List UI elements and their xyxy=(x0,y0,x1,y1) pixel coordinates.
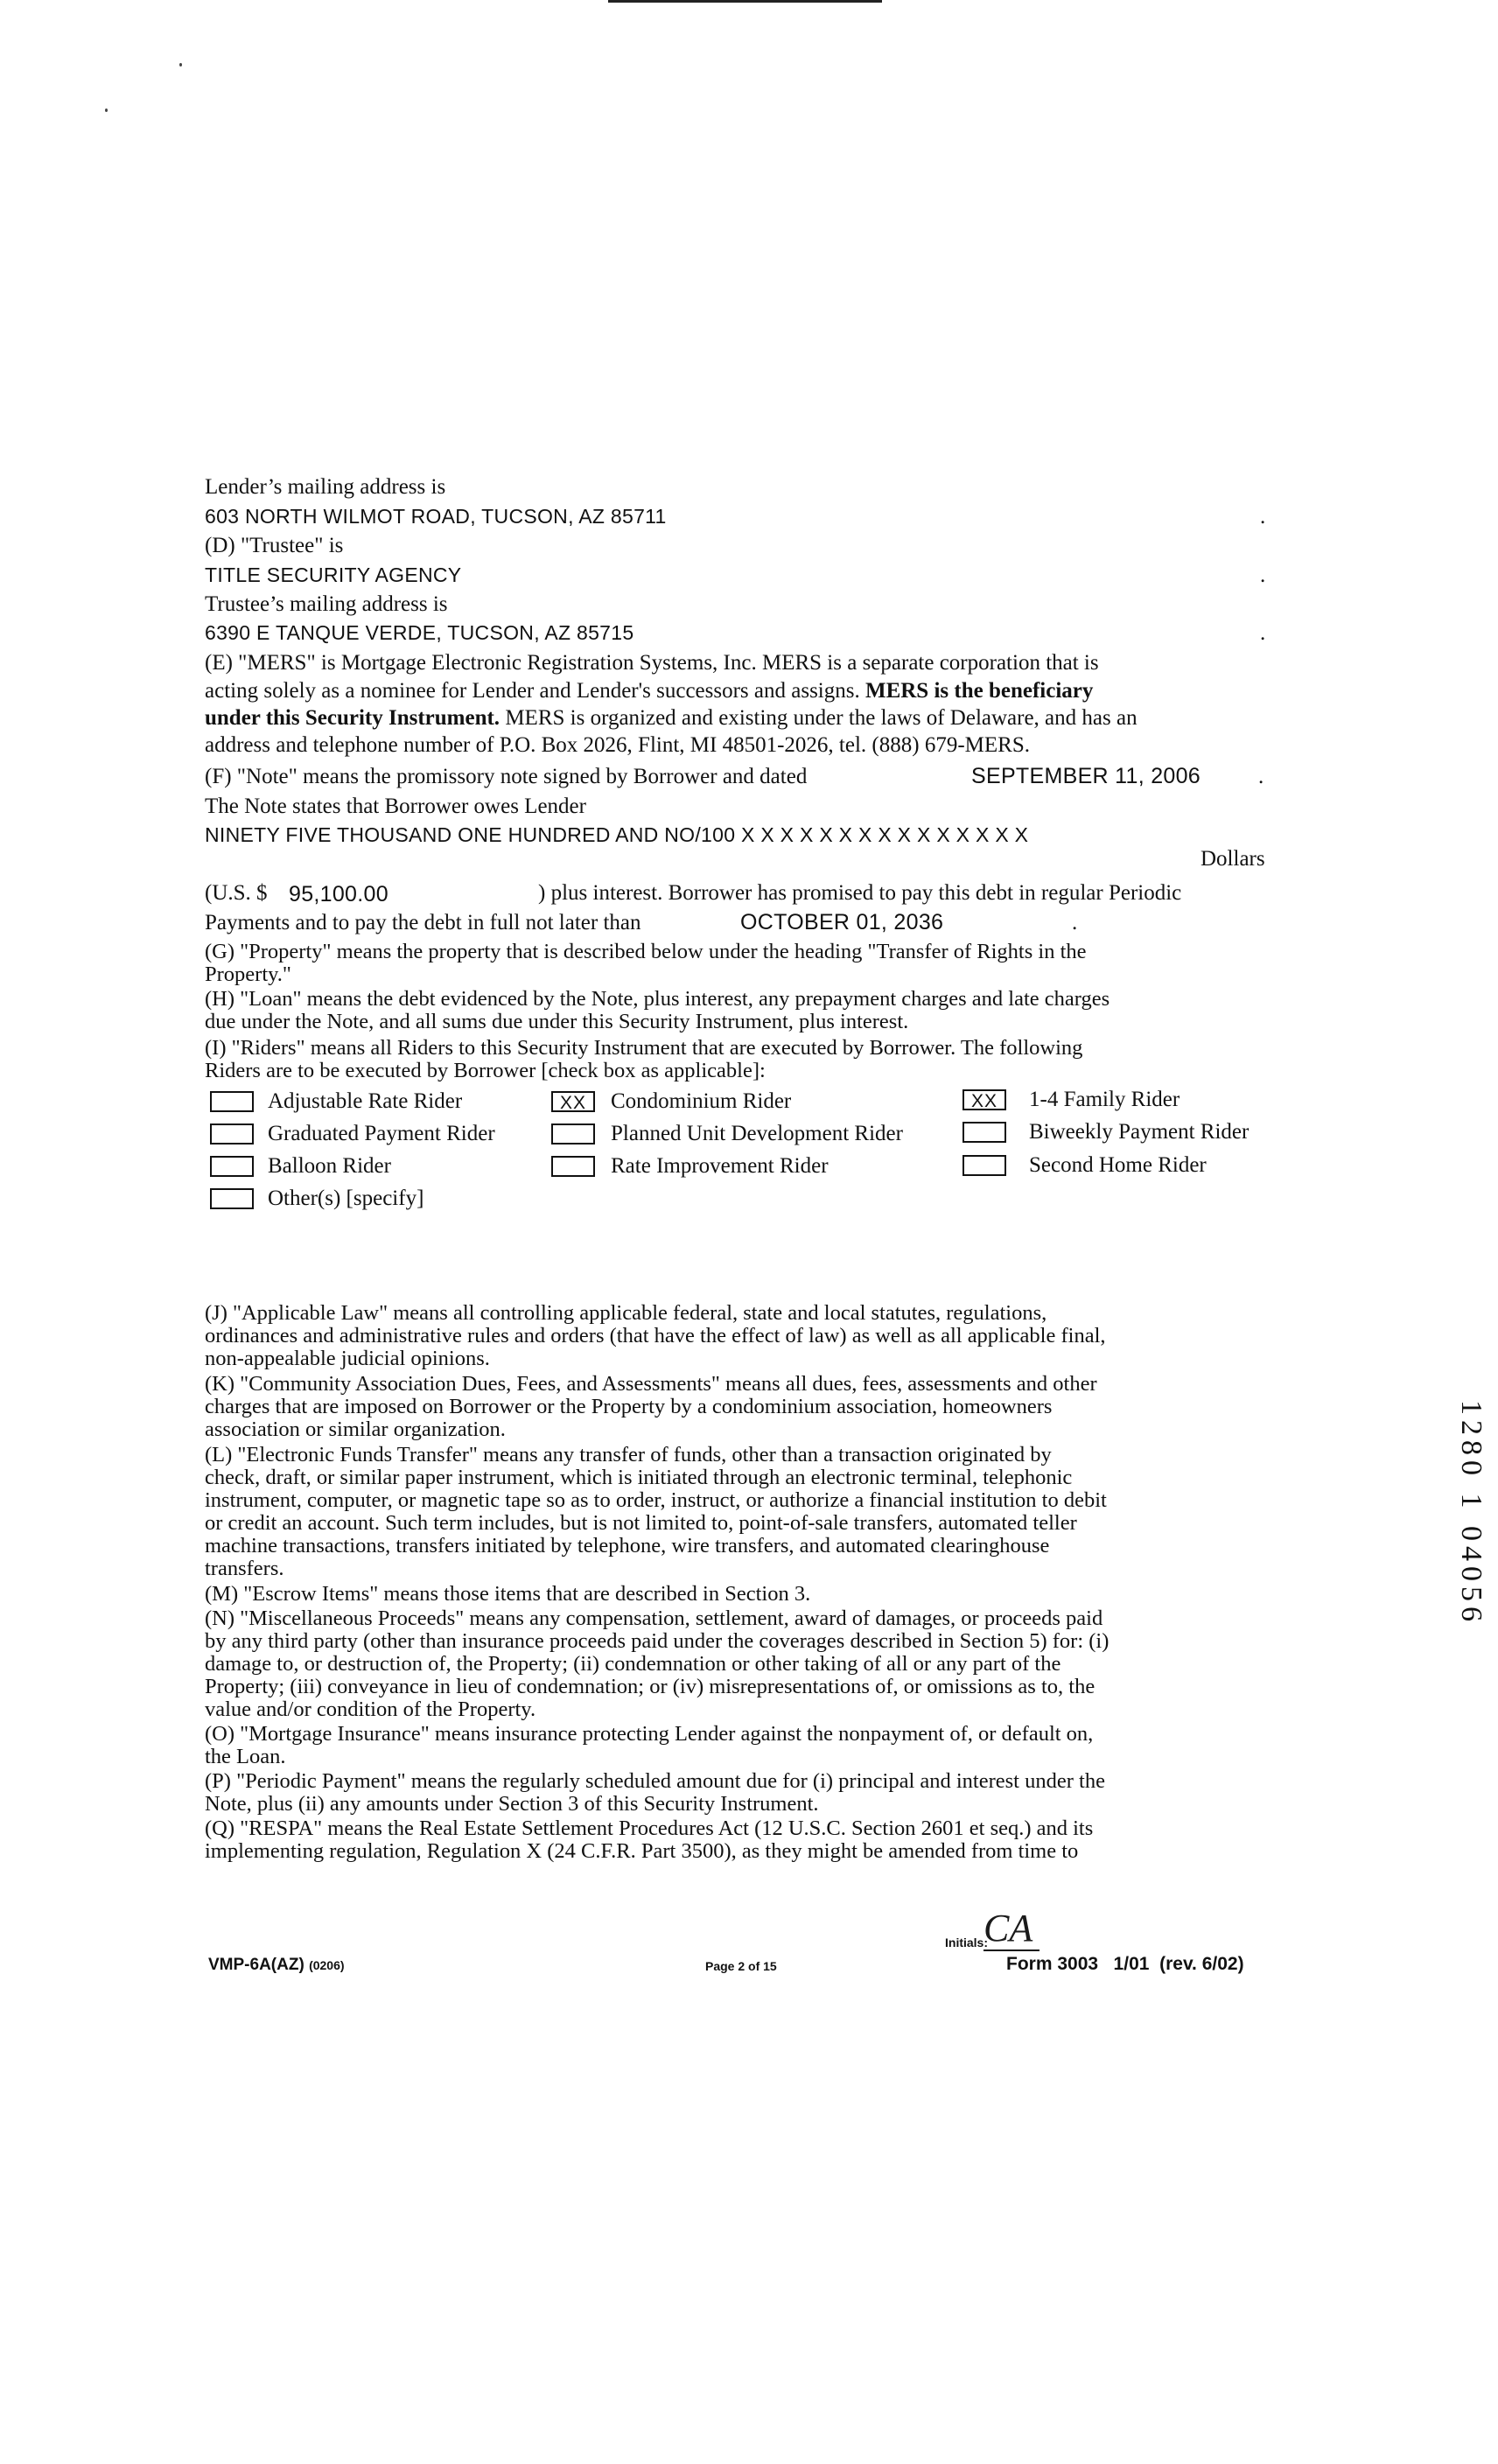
rider-label-adjustable-rate: Adjustable Rate Rider xyxy=(268,1089,463,1113)
rider-label-1-4-family: 1-4 Family Rider xyxy=(1029,1088,1180,1111)
definition-line: (K) "Community Association Dues, Fees, and Assessments" means all dues, fees, assessments and other xyxy=(205,1372,1097,1396)
trustee-mailing-address: 6390 E TANQUE VERDE, TUCSON, AZ 85715 xyxy=(205,621,634,644)
rider-checkbox-planned-unit-development[interactable] xyxy=(551,1124,595,1144)
rider-label-graduated-payment: Graduated Payment Rider xyxy=(268,1122,495,1145)
definition-line: or credit an account. Such term includes, but is not limited to, point-of-sale transfers, automated teller xyxy=(205,1511,1077,1535)
lender-mailing-address: 603 NORTH WILMOT ROAD, TUCSON, AZ 85711 xyxy=(205,505,667,528)
rider-checkbox-rate-improvement[interactable] xyxy=(551,1156,595,1177)
period-mark: . xyxy=(1072,911,1078,934)
period-mark: . xyxy=(1260,505,1266,528)
definition-line: (O) "Mortgage Insurance" means insurance protecting Lender against the nonpayment of, or default on, xyxy=(205,1722,1094,1746)
rider-label-condominium: Condominium Rider xyxy=(611,1089,792,1113)
note-line-2: The Note states that Borrower owes Lender xyxy=(205,794,586,818)
dollars-label: Dollars xyxy=(1200,847,1265,871)
definition-line: the Loan. xyxy=(205,1745,286,1768)
rider-checkbox-second-home[interactable] xyxy=(962,1155,1006,1176)
definition-line: (M) "Escrow Items" means those items that are described in Section 3. xyxy=(205,1582,811,1606)
definition-line: value and/or condition of the Property. xyxy=(205,1698,536,1721)
mers-line-2 xyxy=(205,677,1093,704)
note-line-1: (F) "Note" means the promissory note signed by Borrower and dated xyxy=(205,765,808,788)
def-g-line-2: Property." xyxy=(205,962,291,986)
mers-line-4: address and telephone number of P.O. Box 2026, Flint, MI 48501-2026, tel. (888) 679-MERS. xyxy=(205,733,1030,757)
note-line-3: ) plus interest. Borrower has promised to pay this debt in regular Periodic xyxy=(538,881,1182,905)
def-g-line-1: (G) "Property" means the property that is described below under the heading "Transfer of Rights in the xyxy=(205,940,1087,963)
trustee-mailing-label: Trustee’s mailing address is xyxy=(205,592,448,616)
mers-line-2-text: acting solely as a nominee for Lender and Lender's successors and assigns. xyxy=(205,679,860,703)
trustee-heading: (D) "Trustee" is xyxy=(205,534,344,557)
definition-line: charges that are imposed on Borrower or the Property by a condominium association, homeowners xyxy=(205,1395,1053,1418)
def-h-line-2: due under the Note, and all sums due under this Security Instrument, plus interest. xyxy=(205,1010,909,1033)
form-number: Form 3003 1/01 (rev. 6/02) xyxy=(1006,1954,1244,1974)
rider-checkbox-biweekly-payment[interactable] xyxy=(962,1122,1006,1143)
definition-line: (L) "Electronic Funds Transfer" means any transfer of funds, other than a transaction originated by xyxy=(205,1443,1052,1466)
rider-checkbox-balloon[interactable] xyxy=(210,1156,254,1177)
definition-line: ordinances and administrative rules and orders (that have the effect of law) as well as all applicable final, xyxy=(205,1324,1106,1348)
trustee-name: TITLE SECURITY AGENCY xyxy=(205,564,462,586)
mers-line-1: (E) "MERS" is Mortgage Electronic Registration Systems, Inc. MERS is a separate corporation that is xyxy=(205,651,1099,675)
rider-label-rate-improvement: Rate Improvement Rider xyxy=(611,1154,829,1178)
rider-label-planned-unit-development: Planned Unit Development Rider xyxy=(611,1122,903,1145)
scan-top-line xyxy=(608,0,882,3)
form-code-text: VMP-6A(AZ) xyxy=(208,1956,304,1974)
mers-line-3 xyxy=(205,704,1138,732)
definition-line: check, draft, or similar paper instrument, which is initiated through an electronic terminal, telephonic xyxy=(205,1466,1073,1489)
note-date: SEPTEMBER 11, 2006 xyxy=(971,764,1201,788)
definition-line: (P) "Periodic Payment" means the regularly scheduled amount due for (i) principal and interest under the xyxy=(205,1769,1105,1793)
mers-beneficiary-bold: MERS is the beneficiary xyxy=(864,679,1094,703)
def-i-line-1: (I) "Riders" means all Riders to this Security Instrument that are executed by Borrower. The following xyxy=(205,1036,1083,1060)
definition-line: Note, plus (ii) any amounts under Section 3 of this Security Instrument. xyxy=(205,1792,819,1816)
note-us-prefix: (U.S. $ xyxy=(205,881,268,905)
scan-speck xyxy=(105,108,108,112)
rider-label-others: Other(s) [specify] xyxy=(268,1186,424,1210)
mers-instrument-bold: under this Security Instrument. xyxy=(205,706,500,730)
note-amount-words: NINETY FIVE THOUSAND ONE HUNDRED AND NO/100 X X X X X X X X X X X X X X X xyxy=(205,823,1029,846)
definition-line: association or similar organization. xyxy=(205,1418,506,1441)
page-number: Page 2 of 15 xyxy=(705,1959,777,1973)
rider-label-balloon: Balloon Rider xyxy=(268,1154,391,1178)
initials-signature: CA xyxy=(984,1907,1033,1950)
note-line-4: Payments and to pay the debt in full not later than xyxy=(205,911,641,934)
form-code xyxy=(208,1956,345,1975)
margin-recording-number: 1280 1 04056 xyxy=(1455,1400,1488,1627)
definition-line: transfers. xyxy=(205,1557,284,1580)
definition-line: damage to, or destruction of, the Property; (ii) condemnation or other taking of all or any part of the xyxy=(205,1652,1061,1676)
form-revision: (0206) xyxy=(309,1958,345,1972)
scan-speck xyxy=(179,63,182,66)
definition-line: non-appealable judicial opinions. xyxy=(205,1347,490,1370)
period-mark: . xyxy=(1258,765,1264,788)
rider-checkbox-graduated-payment[interactable] xyxy=(210,1124,254,1144)
definition-line: instrument, computer, or magnetic tape so as to order, instruct, or authorize a financial institution to debit xyxy=(205,1488,1107,1512)
rider-checkbox-adjustable-rate[interactable] xyxy=(210,1091,254,1112)
def-i-line-2: Riders are to be executed by Borrower [check box as applicable]: xyxy=(205,1059,766,1082)
mers-line-3-text: MERS is organized and existing under the laws of Delaware, and has an xyxy=(505,706,1138,730)
rider-label-second-home: Second Home Rider xyxy=(1029,1153,1207,1177)
definition-line: Property; (iii) conveyance in lieu of condemnation; or (iv) misrepresentations of, or omissions as to, the xyxy=(205,1675,1096,1698)
rider-label-biweekly-payment: Biweekly Payment Rider xyxy=(1029,1120,1250,1144)
rider-checkbox-1-4-family[interactable]: XX xyxy=(962,1089,1006,1110)
def-h-line-1: (H) "Loan" means the debt evidenced by the Note, plus interest, any prepayment charges and late charges xyxy=(205,987,1110,1011)
definition-line: (Q) "RESPA" means the Real Estate Settlement Procedures Act (12 U.S.C. Section 2601 et seq.) and its xyxy=(205,1816,1094,1840)
definition-line: (N) "Miscellaneous Proceeds" means any compensation, settlement, award of damages, or proceeds paid xyxy=(205,1606,1103,1630)
note-amount: 95,100.00 xyxy=(289,882,388,906)
initials-label: Initials: xyxy=(945,1936,989,1950)
initials-line xyxy=(984,1950,1040,1951)
definition-line: implementing regulation, Regulation X (24 C.F.R. Part 3500), as they might be amended from time to xyxy=(205,1839,1079,1863)
rider-checkbox-others[interactable] xyxy=(210,1188,254,1209)
rider-checkbox-condominium[interactable]: XX xyxy=(551,1091,595,1112)
definition-line: machine transactions, transfers initiated by telephone, wire transfers, and automated clearinghouse xyxy=(205,1534,1050,1558)
period-mark: . xyxy=(1260,621,1266,645)
definition-line: (J) "Applicable Law" means all controlling applicable federal, state and local statutes, regulations, xyxy=(205,1301,1047,1325)
period-mark: . xyxy=(1260,564,1266,587)
lender-mailing-label: Lender’s mailing address is xyxy=(205,475,446,499)
definition-line: by any third party (other than insurance proceeds paid under the coverages described in Section 5) for: (i) xyxy=(205,1629,1110,1653)
note-maturity-date: OCTOBER 01, 2036 xyxy=(740,910,944,934)
